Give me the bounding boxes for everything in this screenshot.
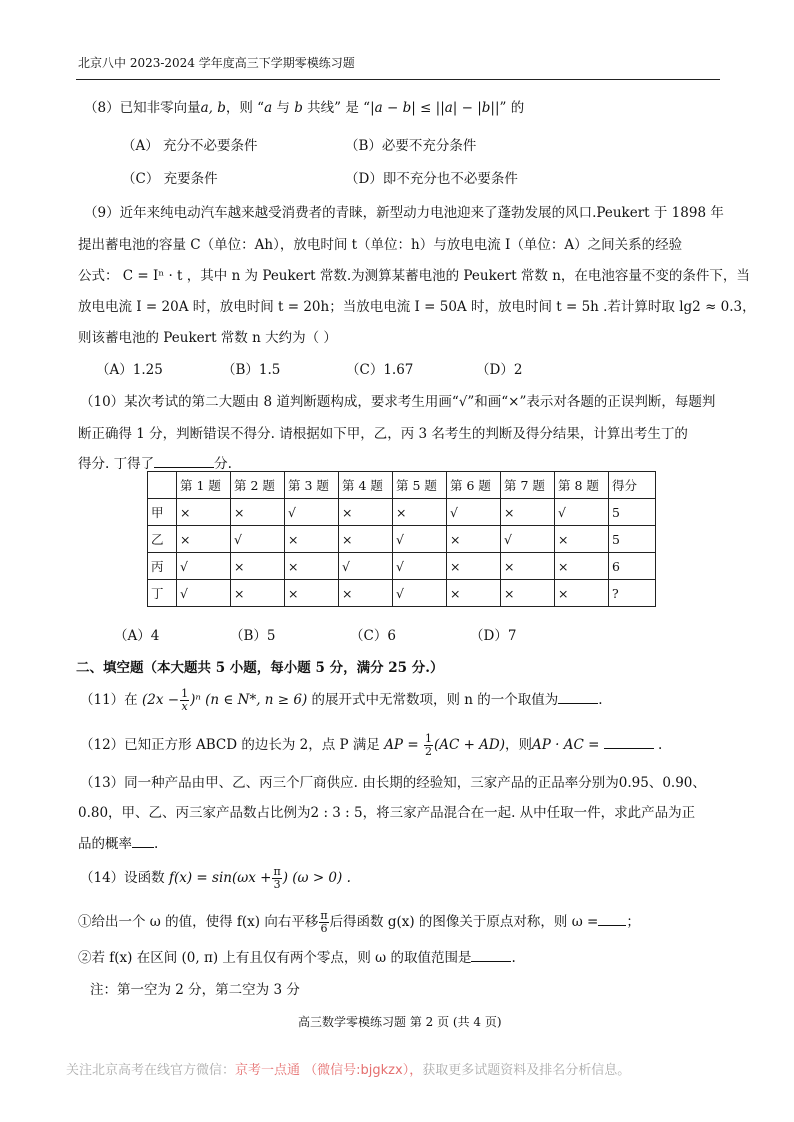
footer-note-wechat: 京考一点通 （微信号:bjgkzx）， — [235, 1063, 423, 1078]
q14-part-1-end: ； — [626, 914, 640, 930]
q9-line-1: （9）近年来纯电动汽车越来越受消费者的青睐，新型动力电池迎来了蓬勃发展的风口.Peukert 于 1898 年 — [84, 205, 724, 221]
q14-function-b: ) (ω > 0) . — [282, 870, 351, 886]
q13-line-3 — [78, 832, 158, 852]
table-cell: 丙 — [148, 553, 177, 580]
q11-frac-den: x — [181, 700, 188, 713]
q13-line-3-text: 品的概率 — [78, 836, 132, 852]
q10-option-c: （C）6 — [350, 628, 396, 644]
q12-frac-num: 1 — [424, 732, 432, 745]
table-cell: × — [339, 526, 393, 553]
table-cell: √ — [447, 499, 501, 526]
q12-fraction — [424, 733, 433, 758]
q14-fraction-pi-3 — [272, 866, 281, 891]
q10-option-d: （D）7 — [470, 628, 517, 644]
table-cell: √ — [231, 526, 285, 553]
q12-equals: = — [403, 737, 423, 753]
q14-part-1-blank — [598, 911, 626, 926]
q14-part-1-frac-den: 6 — [320, 922, 328, 935]
q12-vector-ap: AP — [384, 737, 404, 753]
header-rule — [76, 79, 720, 80]
table-cell: 6 — [609, 553, 656, 580]
table-cell: 乙 — [148, 526, 177, 553]
section-2-title: 二、填空题（本大题共 5 小题，每小题 5 分，满分 25 分.） — [76, 660, 444, 676]
q10-judgement-table — [147, 471, 656, 607]
footer-note-text-c: 获取更多试题资料及排名分析信息。 — [422, 1063, 631, 1078]
footer-promo-note — [66, 1059, 630, 1078]
q14-part-1-text-a: ①给出一个 ω 的值，使得 f(x) 向右平移 — [78, 914, 319, 930]
q9-line-4: 放电电流 I = 20A 时，放电时间 t = 20h；当放电电流 I = 50A 时，放电时间 t = 5h .若计算时取 lg2 ≈ 0.3， — [78, 299, 756, 315]
q8-option-c: （C） 充要条件 — [122, 171, 218, 187]
q9-line-3: 公式： C = Iⁿ · t ，其中 n 为 Peukert 常数.为测算某蓄电池的 Peukert 常数 n，在电池容量不变的条件下，当 — [78, 268, 750, 284]
q12-answer-blank — [604, 734, 654, 749]
table-header-cell — [148, 472, 177, 499]
table-cell: √ — [177, 580, 231, 607]
table-cell: × — [555, 553, 609, 580]
q8-stem-text-d: 共线” 是 “ — [302, 100, 371, 116]
table-header-row — [148, 472, 656, 499]
q9-line-5: 则该蓄电池的 Peukert 常数 n 大约为（ ） — [78, 330, 337, 346]
q12-end: . — [653, 737, 663, 753]
q12-mid: ，则 — [505, 737, 533, 753]
q9-option-c: （C）1.67 — [346, 362, 414, 378]
q12-vector-sum: (AC + AD) — [433, 737, 506, 753]
q11-prefix: （11）在 — [80, 692, 138, 708]
q12-prefix: （12）已知正方形 ABCD 的边长为 2，点 P 满足 — [80, 737, 380, 753]
table-cell: √ — [393, 526, 447, 553]
table-cell: × — [285, 580, 339, 607]
table-cell: 5 — [609, 499, 656, 526]
q14-part-1-frac-num: π — [320, 909, 328, 922]
table-cell: 丁 — [148, 580, 177, 607]
table-cell: × — [285, 553, 339, 580]
q14-prefix: （14）设函数 — [80, 870, 165, 886]
table-cell: × — [231, 580, 285, 607]
table-cell: × — [339, 580, 393, 607]
q10-line-3 — [78, 452, 232, 472]
table-cell: × — [447, 580, 501, 607]
table-cell: × — [555, 580, 609, 607]
table-row — [148, 499, 656, 526]
q8-option-a: （A） 充分不必要条件 — [122, 138, 258, 154]
table-cell: √ — [393, 580, 447, 607]
table-header-cell: 第 1 题 — [177, 472, 231, 499]
q8-stem: （8）已知非零向量a, b，则 “a 与 b 共线” 是 “|a − b| ≤ ||a| − |b||” 的 — [84, 100, 525, 116]
q14-stem — [80, 866, 351, 891]
q11-fraction — [180, 688, 189, 713]
footer-note-text-a: 关注北京高考在线官方微信： — [66, 1063, 236, 1078]
q8-option-b: （B）必要不充分条件 — [345, 138, 477, 154]
table-cell: × — [177, 499, 231, 526]
q12-equals-2: = — [583, 737, 604, 753]
q12-stem — [80, 733, 662, 758]
q13-answer-blank — [132, 833, 154, 848]
q8-stem-text-a: （8）已知非零向量 — [84, 100, 201, 116]
table-cell: × — [447, 526, 501, 553]
q9-option-d: （D）2 — [476, 362, 523, 378]
q11-stem — [80, 688, 603, 713]
table-cell: √ — [177, 553, 231, 580]
q9-option-b: （B）1.5 — [222, 362, 281, 378]
table-cell: 5 — [609, 526, 656, 553]
table-header-cell: 第 7 题 — [501, 472, 555, 499]
q14-function-a: f(x) = sin(ωx + — [168, 870, 272, 886]
table-cell: √ — [285, 499, 339, 526]
q14-part-2-text: ②若 f(x) 在区间 (0, π) 上有且仅有两个零点，则 ω 的取值范围是 — [78, 950, 472, 966]
q11-expr-b: )ⁿ (n ∈ N*, n ≥ 6) — [190, 692, 308, 708]
table-row — [148, 526, 656, 553]
table-cell: √ — [339, 553, 393, 580]
q14-part-2-end: . — [511, 950, 516, 966]
q11-suffix: 的展开式中无常数项，则 n 的一个取值为 — [307, 692, 559, 708]
table-cell: √ — [555, 499, 609, 526]
table-cell: × — [339, 499, 393, 526]
q14-part-1 — [78, 910, 640, 935]
q14-part-2 — [78, 946, 516, 966]
page-footer-number: 高三数学零模练习题 第 2 页 (共 4 页) — [298, 1015, 502, 1029]
q14-part-2-blank — [471, 947, 511, 962]
table-header-cell: 得分 — [609, 472, 656, 499]
table-cell: √ — [501, 526, 555, 553]
q10-option-b: （B）5 — [230, 628, 276, 644]
q9-line-2: 提出蓄电池的容量 C（单位：Ah），放电时间 t（单位：h）与放电电流 I（单位：A）之间关系的经验 — [78, 237, 683, 253]
q8-stem-text-c: 与 — [272, 100, 295, 116]
q13-line-2: 0.80，甲、乙、丙三家产品数占比例为2 : 3 : 5，将三家产品混合在一起. 从中任取一件，求此产品为正 — [78, 805, 696, 821]
q9-option-a: （A）1.25 — [96, 362, 163, 378]
table-row — [148, 553, 656, 580]
table-cell: × — [501, 580, 555, 607]
q10-option-a: （A）4 — [114, 628, 160, 644]
table-header-cell: 第 5 题 — [393, 472, 447, 499]
q14-fraction-pi-6 — [319, 910, 328, 935]
table-cell: × — [555, 526, 609, 553]
q8-stem-text-b: ，则 “ — [225, 100, 265, 116]
table-cell: ? — [609, 580, 656, 607]
q13-line-1: （13）同一种产品由甲、乙、丙三个厂商供应. 由长期的经验知，三家产品的正品率分别为0.95、0.90、 — [80, 775, 706, 791]
q8-vectors: a, b — [200, 100, 226, 116]
page-header-title: 北京八中 2023-2024 学年度高三下学期零模练习题 — [78, 56, 355, 70]
q11-answer-blank — [558, 689, 598, 704]
q12-frac-den: 2 — [424, 745, 432, 758]
q14-part-1-text-b: 后得函数 g(x) 的图像关于原点对称，则 ω = — [329, 914, 599, 930]
q12-dot-product: AP · AC — [532, 737, 584, 753]
q14-note: 注：第一空为 2 分，第二空为 3 分 — [90, 982, 300, 998]
q14-frac-den: 3 — [273, 878, 281, 891]
table-header-cell: 第 2 题 — [231, 472, 285, 499]
table-cell: × — [501, 553, 555, 580]
q14-frac-num: π — [273, 865, 281, 878]
table-header-cell: 第 6 题 — [447, 472, 501, 499]
q13-line-3-end: . — [154, 836, 159, 852]
table-header-cell: 第 3 题 — [285, 472, 339, 499]
table-cell: × — [285, 526, 339, 553]
q10-line-1: （10）某次考试的第二大题由 8 道判断题构成，要求考生用画“√”和画“×”表示对各题的正误判断，每题判 — [80, 394, 716, 410]
q10-line-2: 断正确得 1 分，判断错误不得分. 请根据如下甲，乙，丙 3 名考生的判断及得分结果，计算出考生丁的 — [78, 426, 688, 442]
q11-frac-num: 1 — [181, 687, 189, 700]
q8-condition: |a − b| ≤ ||a| − |b|| — [370, 100, 500, 116]
table-cell: × — [501, 499, 555, 526]
q8-option-d: （D）即不充分也不必要条件 — [345, 171, 518, 187]
table-header-cell: 第 4 题 — [339, 472, 393, 499]
q11-expr-a: (2x − — [141, 692, 180, 708]
q11-end: . — [598, 692, 603, 708]
table-row — [148, 580, 656, 607]
table-cell: × — [447, 553, 501, 580]
q10-line-3-text: 得分. 丁得了 — [78, 456, 155, 472]
table-cell: × — [393, 499, 447, 526]
table-header-cell: 第 8 题 — [555, 472, 609, 499]
q10-line-3-end: 分. — [214, 456, 232, 472]
table-cell: × — [231, 553, 285, 580]
q8-stem-text-e: ” 的 — [499, 100, 525, 116]
q10-answer-blank — [154, 453, 214, 468]
table-cell: × — [177, 526, 231, 553]
table-cell: 甲 — [148, 499, 177, 526]
table-cell: √ — [393, 553, 447, 580]
table-cell: × — [231, 499, 285, 526]
